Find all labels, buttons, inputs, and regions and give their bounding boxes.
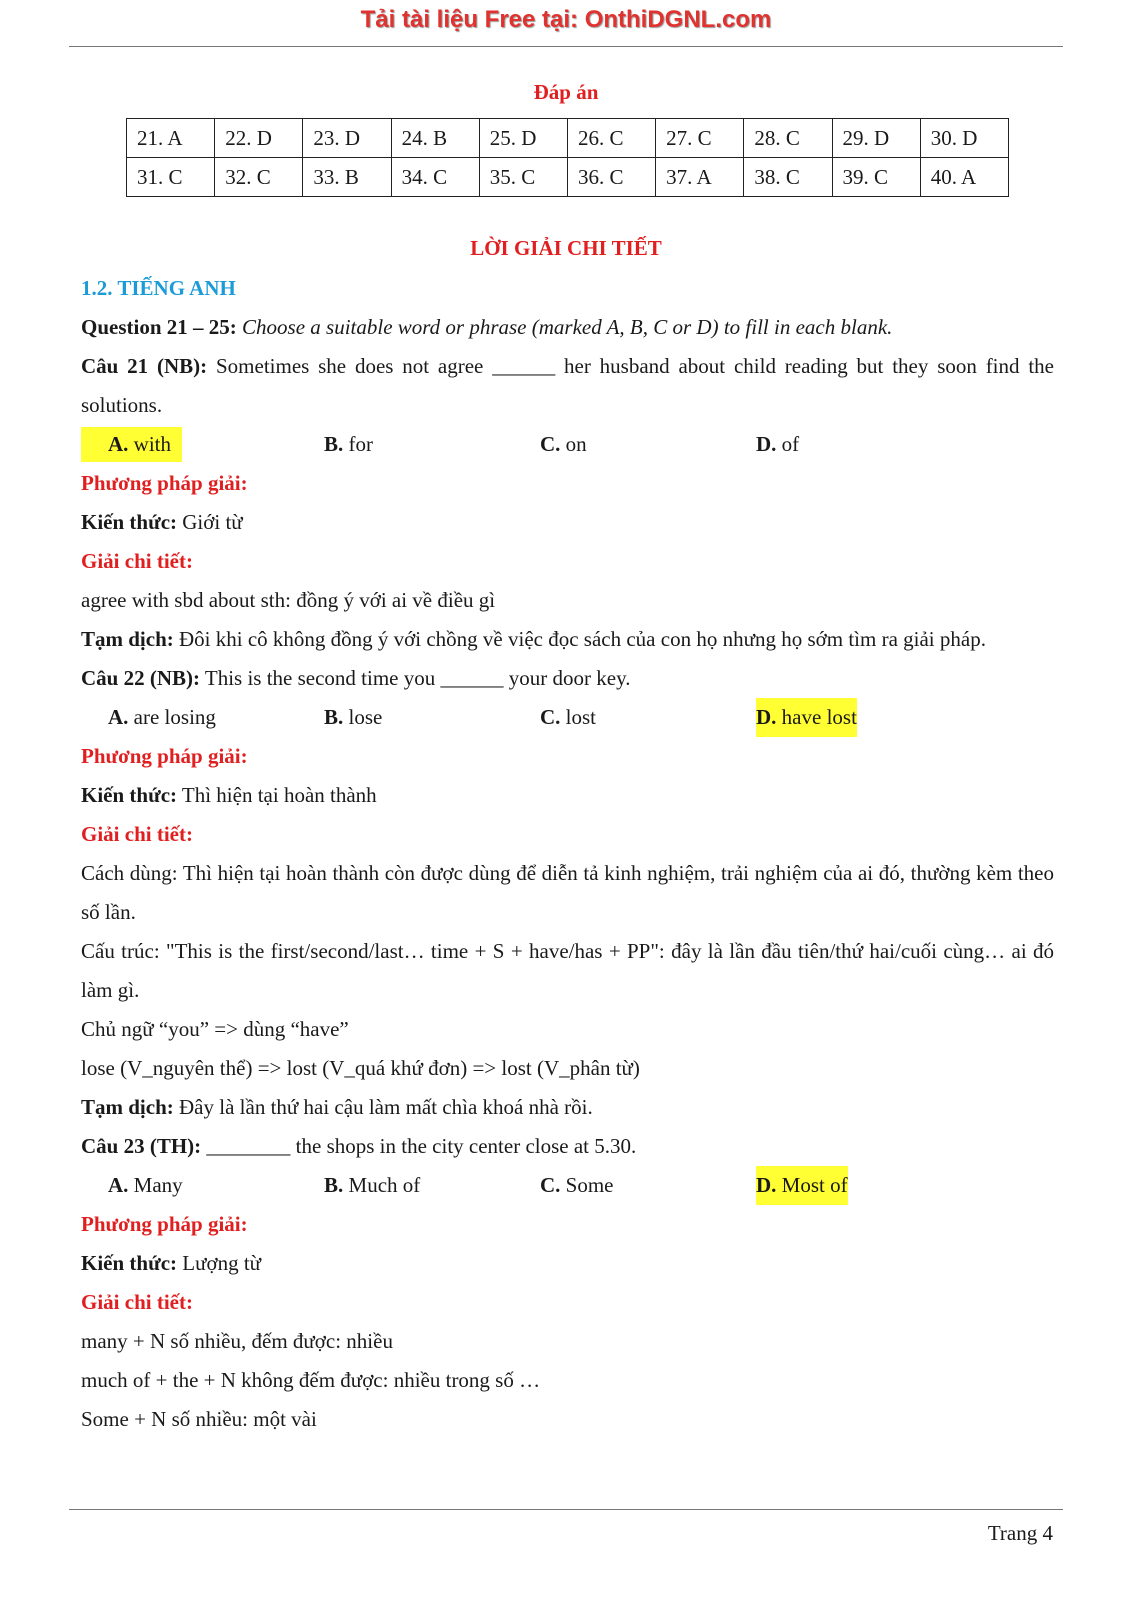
question-21: Câu 21 (NB): Sometimes she does not agree ______ her husband about child reading but they soon find the solutions.	[81, 354, 1054, 417]
answer-cell: 40. A	[920, 158, 1008, 197]
answer-cell: 22. D	[215, 119, 303, 158]
answer-cell: 27. C	[656, 119, 744, 158]
detail-line: Chủ ngữ “you” => dùng “have”	[81, 1017, 349, 1041]
answer-cell: 23. D	[303, 119, 391, 158]
answer-cell: 21. A	[127, 119, 215, 158]
option-b: B. Much of	[324, 1173, 421, 1197]
question-22-options	[81, 698, 1054, 737]
option-b: B. lose	[324, 705, 383, 729]
answer-cell: 36. C	[567, 158, 655, 197]
option-d-correct: D. Most of	[756, 1166, 848, 1205]
option-c: C. lost	[540, 705, 597, 729]
question-21-options	[81, 425, 1054, 464]
answer-key-table	[126, 118, 1009, 197]
translation-line: Tạm dịch: Đôi khi cô không đồng ý với chồng về việc đọc sách của con họ nhưng họ sớm tìm ra giải pháp.	[81, 627, 986, 651]
answer-cell: 38. C	[744, 158, 832, 197]
detail-line: many + N số nhiều, đếm được: nhiều	[81, 1329, 393, 1353]
option-c: C. Some	[540, 1173, 614, 1197]
answer-cell: 32. C	[215, 158, 303, 197]
answer-cell: 26. C	[567, 119, 655, 158]
detail-line: lose (V_nguyên thể) => lost (V_quá khứ đơn) => lost (V_phân từ)	[81, 1056, 640, 1080]
detail-heading: Giải chi tiết:	[81, 822, 193, 846]
answer-cell: 37. A	[656, 158, 744, 197]
answer-cell: 28. C	[744, 119, 832, 158]
answer-key-title: Đáp án	[533, 80, 599, 104]
answer-cell: 33. B	[303, 158, 391, 197]
question-23-options	[81, 1166, 1054, 1205]
header-divider	[69, 46, 1063, 47]
detail-line: Some + N số nhiều: một vài	[81, 1407, 317, 1431]
site-banner[interactable]: Tải tài liệu Free tại: OnthiDGNL.com	[360, 6, 772, 33]
question-intro: Question 21 – 25: Choose a suitable word or phrase (marked A, B, C or D) to fill in each blank.	[81, 315, 893, 339]
option-c: C. on	[540, 432, 587, 456]
method-heading: Phương pháp giải:	[81, 744, 248, 768]
detail-line: Cấu trúc: "This is the first/second/last… time + S + have/has + PP": đây là lần đầu tiên/thứ hai/cuối cùng… ai đó làm gì.	[81, 939, 1054, 1002]
detail-heading: Giải chi tiết:	[81, 1290, 193, 1314]
translation-line: Tạm dịch: Đây là lần thứ hai cậu làm mất chìa khoá nhà rồi.	[81, 1095, 593, 1119]
detail-line: Cách dùng: Thì hiện tại hoàn thành còn được dùng để diễn tả kinh nghiệm, trải nghiệm của ai đó, thường kèm theo số lần.	[81, 861, 1054, 924]
option-a: A. with	[108, 432, 172, 456]
method-heading: Phương pháp giải:	[81, 1212, 248, 1236]
question-23: Câu 23 (TH): ________ the shops in the city center close at 5.30.	[81, 1134, 637, 1158]
solution-content	[81, 269, 1054, 1439]
question-22: Câu 22 (NB): This is the second time you ______ your door key.	[81, 666, 631, 690]
answer-cell: 30. D	[920, 119, 1008, 158]
option-d-correct: D. have lost	[756, 698, 857, 737]
page-number: Trang 4	[987, 1521, 1053, 1545]
knowledge-line: Kiến thức: Giới từ	[81, 510, 243, 534]
footer-divider	[69, 1509, 1063, 1510]
answer-cell: 25. D	[479, 119, 567, 158]
detail-line: much of + the + N không đếm được: nhiều trong số …	[81, 1368, 541, 1392]
answer-cell: 35. C	[479, 158, 567, 197]
section-title: LỜI GIẢI CHI TIẾT	[470, 236, 662, 260]
answer-cell: 24. B	[391, 119, 479, 158]
knowledge-line: Kiến thức: Thì hiện tại hoàn thành	[81, 783, 377, 807]
option-a: A. Many	[108, 1173, 183, 1197]
answer-row	[127, 158, 1009, 197]
detail-line: agree with sbd about sth: đồng ý với ai về điều gì	[81, 588, 496, 612]
option-a: A. are losing	[108, 705, 216, 729]
answer-row	[127, 119, 1009, 158]
answer-cell: 34. C	[391, 158, 479, 197]
answer-cell: 29. D	[832, 119, 920, 158]
answer-cell: 39. C	[832, 158, 920, 197]
detail-heading: Giải chi tiết:	[81, 549, 193, 573]
option-d: D. of	[756, 432, 800, 456]
answer-cell: 31. C	[127, 158, 215, 197]
subsection-title: 1.2. TIẾNG ANH	[81, 276, 236, 300]
knowledge-line: Kiến thức: Lượng từ	[81, 1251, 262, 1275]
method-heading: Phương pháp giải:	[81, 471, 248, 495]
option-b: B. for	[324, 432, 374, 456]
